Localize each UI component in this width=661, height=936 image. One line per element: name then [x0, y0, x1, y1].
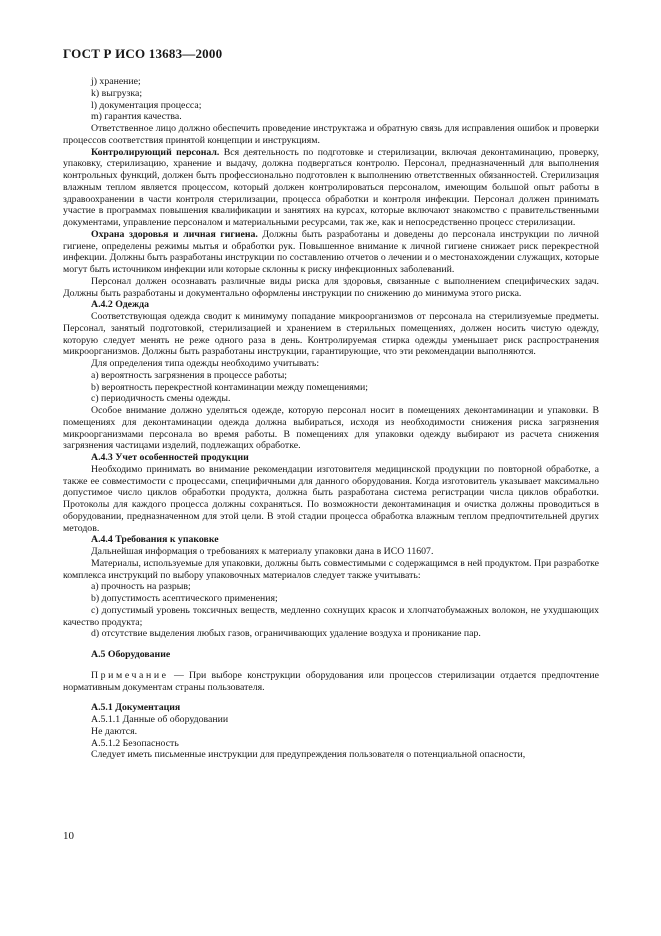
list-item: k) выгрузка;: [91, 87, 143, 99]
list-item: a) прочность на разрыв;: [91, 581, 191, 593]
paragraph: Персонал должен осознавать различные виды риска для здоровья, связанные с выполнением специфических задач. Должны быть разработаны и документально оформлены инструкции по снижению до минимума этого риска.: [63, 275, 599, 299]
inline-heading: Контролирующий персонал.: [91, 146, 220, 158]
list-item: c) допустимый уровень токсичных веществ, медленно сохнущих красок и хлопчатобумажных волокон, не ухудшающих качество продукта;: [63, 604, 599, 628]
subsection-heading: А.5.1.1 Данные об оборудовании: [91, 714, 229, 725]
document-header: ГОСТ Р ИСО 13683—2000: [63, 46, 223, 61]
section-heading: А.5.1 Документация: [91, 702, 181, 714]
paragraph-text: Вся деятельность по подготовке и стерилизации, включая деконтаминацию, проверку, упаковку, стерилизацию, хранение и выдачу, должна подвергаться контролю. Персонал, предназначенный для выполнения контрольных функций, должен быть профессионально подготовлен к выполнению ответственных обязанностей. Стерилизация влажным теплом является процессом, который должен контролироваться персоналом, имеющим большой опыт работы в здравоохранении в части контроля стерилизации, процесса обработки и контроля инфекции. Персонал должен принимать участие в программах повышения квалификации и занятиях на курсах, которые включают знакомство с правительственными документами, управление персоналом и материальными ресурсами, так же, как и непосредственно процесс стерилизации.: [63, 146, 599, 228]
inline-heading: Охрана здоровья и личная гигиена.: [91, 228, 258, 240]
paragraph-control-personnel: [63, 147, 599, 229]
paragraph: Дальнейшая информация о требованиях к материалу упаковки дана в ИСО 11607.: [91, 546, 434, 557]
list-item: l) документация процесса;: [91, 99, 202, 111]
paragraph: Для определения типа одежды необходимо учитывать:: [91, 358, 320, 369]
paragraph-text: Должны быть разработаны и доведены до персонала инструкции по личной гигиене, определены режимы мытья и обработки рук. Повышенное внимание к личной гигиене снижает риск перекрестной инфекции. Должны быть разработаны инструкции по составлению отчетов о лечении и о местонахождении служащих, которые могут быть источником инфекции или которые склонны к риску инфекционных заболеваний.: [63, 228, 599, 275]
paragraph: Соответствующая одежда сводит к минимуму попадание микроорганизмов от персонала на стерилизуемые предметы. Персонал, занятый подготовкой, стерилизацией и хранением в стерильных помещениях, должен носить чистую одежду, которую следует менять не реже одного раза в день. Контролируемая стирка одежды уменьшает риск распространения микроорганизмов. Должны быть разработаны инструкции, гарантирующие, что эти рекомендации выполняются.: [63, 311, 599, 358]
paragraph-health-hygiene: [63, 229, 599, 276]
note-text: — При выборе конструкции оборудования или процессов стерилизации отдается предпочтение нормативным документам страны пользователя.: [63, 669, 599, 693]
paragraph: Следует иметь письменные инструкции для предупреждения пользователя о потенциальной опасности,: [91, 749, 526, 761]
paragraph: Особое внимание должно уделяться одежде, которую персонал носит в помещениях деконтаминации и упаковки. В помещениях для деконтаминации одежда должна выбираться, исходя из необходимости снижения риска загрязнения микроорганизмами персонала во время работы. В помещениях для упаковки одежду выбирают из расчета снижения загрязнения частицами изделий, подлежащих обработке.: [63, 405, 599, 452]
note-label: Примечание: [91, 669, 169, 681]
list-item: d) отсутствие выделения любых газов, ограничивающих удаление воздуха и проникание пар.: [91, 628, 481, 640]
list-item: c) периодичность смены одежды.: [91, 393, 231, 405]
document-body: [63, 76, 599, 761]
subsection-heading: А.5.1.2 Безопасность: [91, 737, 179, 749]
paragraph: Ответственное лицо должно обеспечить проведение инструктажа и обратную связь для исправления ошибок и проверки процессов соответствия принятой концепции и инструкциям.: [63, 123, 599, 146]
section-heading: А.4.4 Требования к упаковке: [91, 534, 219, 546]
paragraph: Материалы, используемые для упаковки, должны быть совместимыми с содержащимся в ней продуктом. При разработке комплекса инструкций по выбору упаковочных материалов следует также учитывать:: [63, 557, 599, 581]
section-heading: А.4.2 Одежда: [91, 299, 149, 311]
list-item: b) вероятность перекрестной контаминации между помещениями;: [91, 381, 368, 393]
list-item: b) допустимость асептического применения;: [91, 593, 278, 604]
list-item: a) вероятность загрязнения в процессе работы;: [91, 369, 287, 381]
section-heading: А.5 Оборудование: [91, 649, 171, 660]
section-heading: А.4.3 Учет особенностей продукции: [91, 452, 249, 463]
paragraph: Не даются.: [91, 725, 138, 737]
paragraph: Необходимо принимать во внимание рекомендации изготовителя медицинской продукции по повторной обработке, а также ее совместимости с процессами, специфичными для данного оборудования. Когда изготовитель указывает максимально допустимое число циклов обработки продукта, должна быть разработана система регистрации числа циклов обработки. Протоколы для каждого процесса должны сохраняться. По возможности деконтаминация и очистка должны проводиться в оборудовании, предназначенном для этой цели. В этой стадии процесса обработка влажным теплом предпочтительней других методов.: [63, 463, 599, 534]
page-number: 10: [63, 830, 74, 842]
list-item: j) хранение;: [91, 76, 141, 87]
list-item: m) гарантия качества.: [91, 111, 182, 123]
note: [63, 670, 599, 694]
